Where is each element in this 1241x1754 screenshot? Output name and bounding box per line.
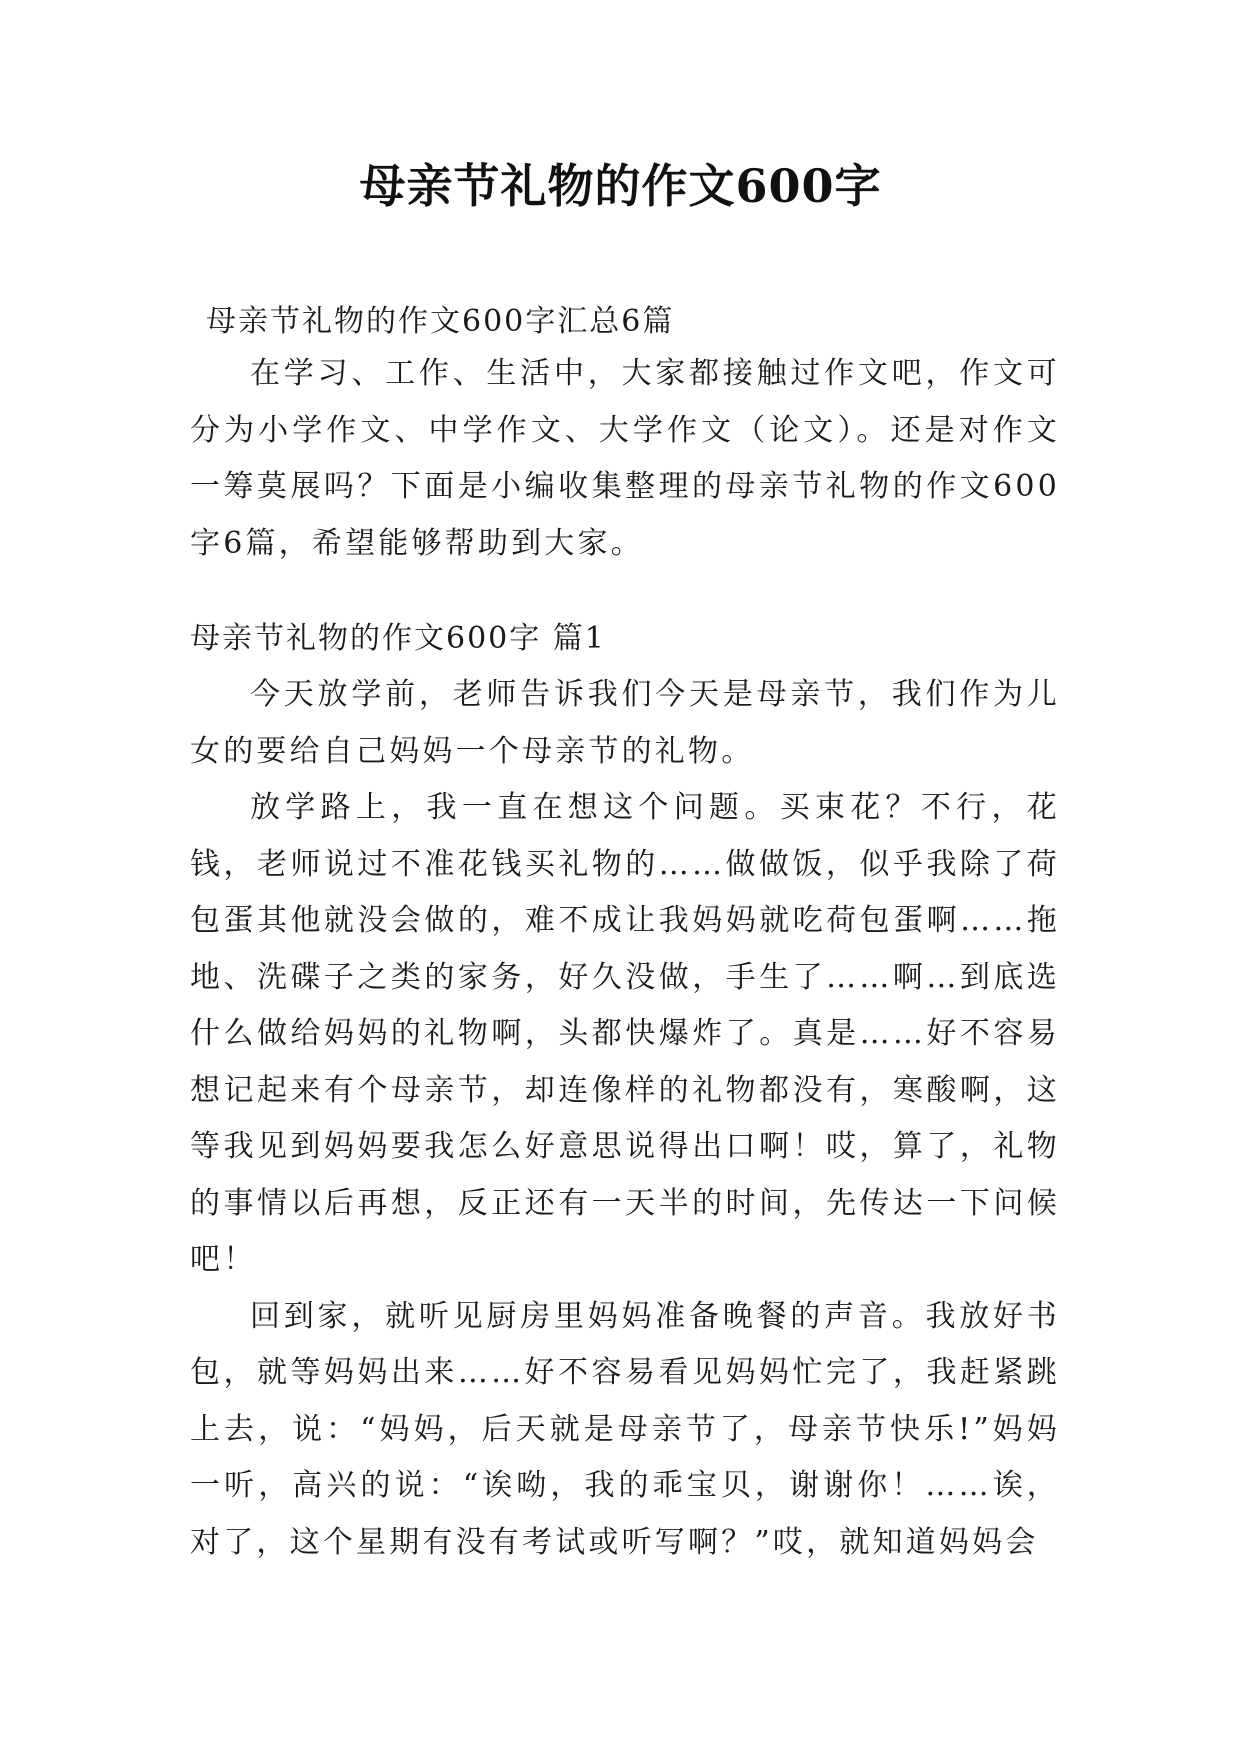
essay-body [190, 667, 1060, 1571]
essay-paragraph: 放学路上，我一直在想这个问题。买束花？不行，花钱，老师说过不准花钱买礼物的……做做饭，似乎我除了荷包蛋其他就没会做的，难不成让我妈妈就吃荷包蛋啊……拖地、洗碟子之类的家务，好久没做，手生了……啊…到底选什么做给妈妈的礼物啊，头都快爆炸了。真是……好不容易想记起来有个母亲节，却连像样的礼物都没有，寒酸啊，这等我见到妈妈要我怎么好意思说得出口啊！哎，算了，礼物的事情以后再想，反正还有一天半的时间，先传达一下问候吧！ [190, 790, 1060, 1277]
intro-block [190, 346, 1060, 572]
section-heading: 母亲节礼物的作文600字 篇1 [190, 621, 606, 656]
document-subtitle: 母亲节礼物的作文600字汇总6篇 [206, 304, 675, 339]
intro-paragraph: 在学习、工作、生活中，大家都接触过作文吧，作文可分为小学作文、中学作文、大学作文（论文）。还是对作文一筹莫展吗？下面是小编收集整理的母亲节礼物的作文600字6篇，希望能够帮助到大家。 [190, 356, 1060, 561]
essay-paragraph: 今天放学前，老师告诉我们今天是母亲节，我们作为儿女的要给自己妈妈一个母亲节的礼物。 [190, 677, 1060, 769]
document-title: 母亲节礼物的作文600字 [359, 159, 882, 213]
essay-paragraph: 回到家，就听见厨房里妈妈准备晚餐的声音。我放好书包，就等妈妈出来……好不容易看见妈妈忙完了，我赶紧跳上去，说：“妈妈，后天就是母亲节了，母亲节快乐!”妈妈一听，高兴的说：“诶呦，我的乖宝贝，谢谢你！……诶，对了，这个星期有没有考试或听写啊？”哎，就知道妈妈会 [190, 1298, 1060, 1560]
